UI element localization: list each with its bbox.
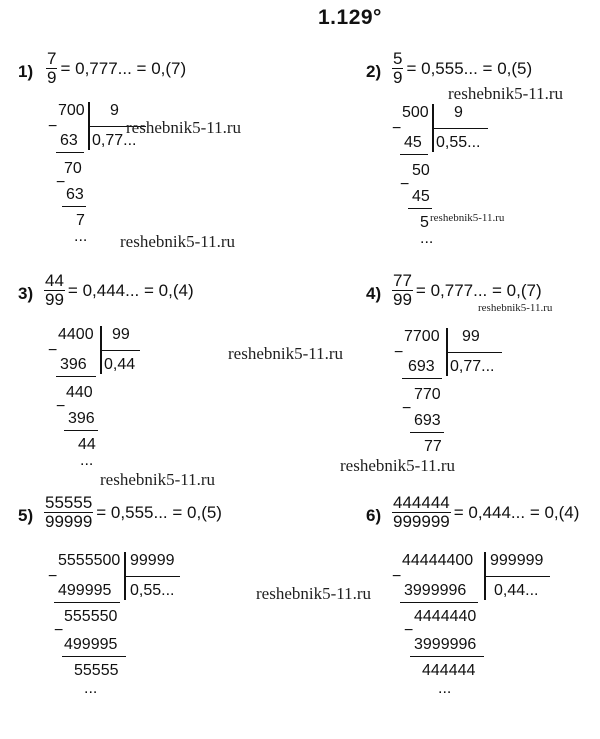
- equation-result: = 0,444... = 0,(4): [67, 280, 194, 300]
- fraction: [44, 272, 65, 309]
- step-line: [62, 656, 126, 657]
- quotient-line: [432, 128, 488, 129]
- numerator: 77: [393, 271, 412, 290]
- minus-sign: −: [400, 176, 410, 193]
- step-line: [64, 430, 98, 431]
- divisor: 9: [110, 102, 119, 119]
- quotient: 0,44: [104, 356, 136, 373]
- fraction: [46, 50, 57, 87]
- quotient-line: [484, 576, 550, 577]
- problem-label: 2): [366, 62, 382, 81]
- ellipsis: ...: [74, 228, 88, 245]
- ellipsis: ...: [84, 680, 98, 697]
- quotient: 0,44...: [494, 582, 539, 599]
- step-subtrahend: 396: [68, 410, 95, 427]
- step-subtrahend: 45: [404, 134, 422, 151]
- ellipsis: ...: [438, 680, 452, 697]
- step-subtrahend: 45: [412, 188, 430, 205]
- divisor: 99: [462, 328, 480, 345]
- watermark: reshebnik5-11.ru: [120, 232, 236, 251]
- dividend: 700: [58, 102, 85, 119]
- step-line: [400, 154, 428, 155]
- denominator: 99999: [45, 512, 93, 531]
- step-line: [56, 376, 96, 377]
- step-remainder: 5: [420, 214, 429, 231]
- problem-label: 4): [366, 284, 382, 303]
- watermark: reshebnik5-11.ru: [126, 118, 242, 137]
- equation-result: = 0,777... = 0,(7): [415, 280, 542, 300]
- fraction: [392, 50, 403, 87]
- equation: [392, 494, 579, 531]
- step-line: [408, 208, 432, 209]
- step-remainder: 77: [424, 438, 442, 455]
- step-line: [56, 152, 84, 153]
- numerator: 55555: [45, 493, 93, 512]
- step-remainder: 7: [76, 212, 85, 229]
- problem-label: 5): [18, 506, 34, 525]
- step-line: [402, 378, 442, 379]
- minus-sign: −: [392, 568, 402, 585]
- numerator: 44: [45, 271, 64, 290]
- numerator: 7: [47, 49, 57, 68]
- step-subtrahend: 63: [60, 132, 78, 149]
- watermark: reshebnik5-11.ru: [256, 584, 372, 603]
- denominator: 99: [393, 290, 412, 309]
- dividend: 7700: [404, 328, 440, 345]
- denominator: 999999: [393, 512, 450, 531]
- minus-sign: −: [48, 342, 58, 359]
- step-remainder: 50: [412, 162, 430, 179]
- quotient: 0,77...: [92, 132, 137, 149]
- problem-label: 3): [18, 284, 34, 303]
- step-remainder: 440: [66, 384, 93, 401]
- step-subtrahend: 499995: [64, 636, 118, 653]
- step-remainder: 55555: [74, 662, 119, 679]
- minus-sign: −: [404, 622, 414, 639]
- equation: [44, 272, 194, 309]
- denominator: 9: [393, 68, 403, 87]
- watermark: reshebnik5-11.ru: [478, 302, 553, 314]
- ellipsis: ...: [420, 230, 434, 247]
- step-remainder: 70: [64, 160, 82, 177]
- step-subtrahend: 396: [60, 356, 87, 373]
- minus-sign: −: [392, 120, 402, 137]
- watermark: reshebnik5-11.ru: [448, 84, 564, 103]
- step-remainder: 4444440: [414, 608, 477, 625]
- step-remainder: 770: [414, 386, 441, 403]
- step-subtrahend: 63: [66, 186, 84, 203]
- divisor: 99999: [130, 552, 175, 569]
- watermark: reshebnik5-11.ru: [100, 470, 216, 489]
- denominator: 99: [45, 290, 64, 309]
- numerator: 444444: [393, 493, 450, 512]
- minus-sign: −: [56, 398, 66, 415]
- minus-sign: −: [48, 568, 58, 585]
- dividend: 44444400: [402, 552, 474, 569]
- step-remainder: 555550: [64, 608, 118, 625]
- equation-result: = 0,555... = 0,(5): [96, 502, 222, 522]
- fraction: [392, 272, 413, 309]
- step-line: [62, 206, 86, 207]
- problem-label: 1): [18, 62, 34, 81]
- minus-sign: −: [54, 622, 64, 639]
- dividend: 5555500: [58, 552, 121, 569]
- fraction: [392, 494, 451, 531]
- step-subtrahend: 3999996: [414, 636, 477, 653]
- divisor: 9: [454, 104, 463, 121]
- quotient: 0,77...: [450, 358, 495, 375]
- watermark: reshebnik5-11.ru: [228, 344, 344, 363]
- step-line: [400, 602, 478, 603]
- ellipsis: ...: [80, 452, 94, 469]
- step-remainder: 444444: [422, 662, 476, 679]
- equation-result: = 0,444... = 0,(4): [453, 502, 580, 522]
- watermark: reshebnik5-11.ru: [430, 212, 505, 224]
- step-subtrahend: 499995: [58, 582, 112, 599]
- minus-sign: −: [394, 344, 404, 361]
- divisor: 999999: [490, 552, 544, 569]
- minus-sign: −: [48, 118, 58, 135]
- denominator: 9: [47, 68, 57, 87]
- quotient-line: [124, 576, 180, 577]
- equation-result: = 0,777... = 0,(7): [60, 58, 187, 78]
- problem-label: 6): [366, 506, 382, 525]
- quotient: 0,55...: [130, 582, 175, 599]
- step-subtrahend: 3999996: [404, 582, 467, 599]
- dividend: 4400: [58, 326, 94, 343]
- quotient-line: [100, 350, 140, 351]
- equation: [46, 50, 186, 87]
- step-subtrahend: 693: [414, 412, 441, 429]
- step-line: [410, 656, 484, 657]
- step-line: [54, 602, 120, 603]
- minus-sign: −: [402, 400, 412, 417]
- equation: [392, 50, 532, 87]
- quotient-line: [446, 352, 502, 353]
- dividend: 500: [402, 104, 429, 121]
- step-line: [410, 432, 444, 433]
- equation: [44, 494, 222, 531]
- equation-result: = 0,555... = 0,(5): [406, 58, 533, 78]
- watermark: reshebnik5-11.ru: [340, 456, 456, 475]
- numerator: 5: [393, 49, 403, 68]
- quotient: 0,55...: [436, 134, 481, 151]
- fraction: [44, 494, 93, 531]
- step-subtrahend: 693: [408, 358, 435, 375]
- divisor: 99: [112, 326, 130, 343]
- minus-sign: −: [56, 174, 66, 191]
- page-title: 1.129°: [318, 6, 382, 29]
- step-remainder: 44: [78, 436, 96, 453]
